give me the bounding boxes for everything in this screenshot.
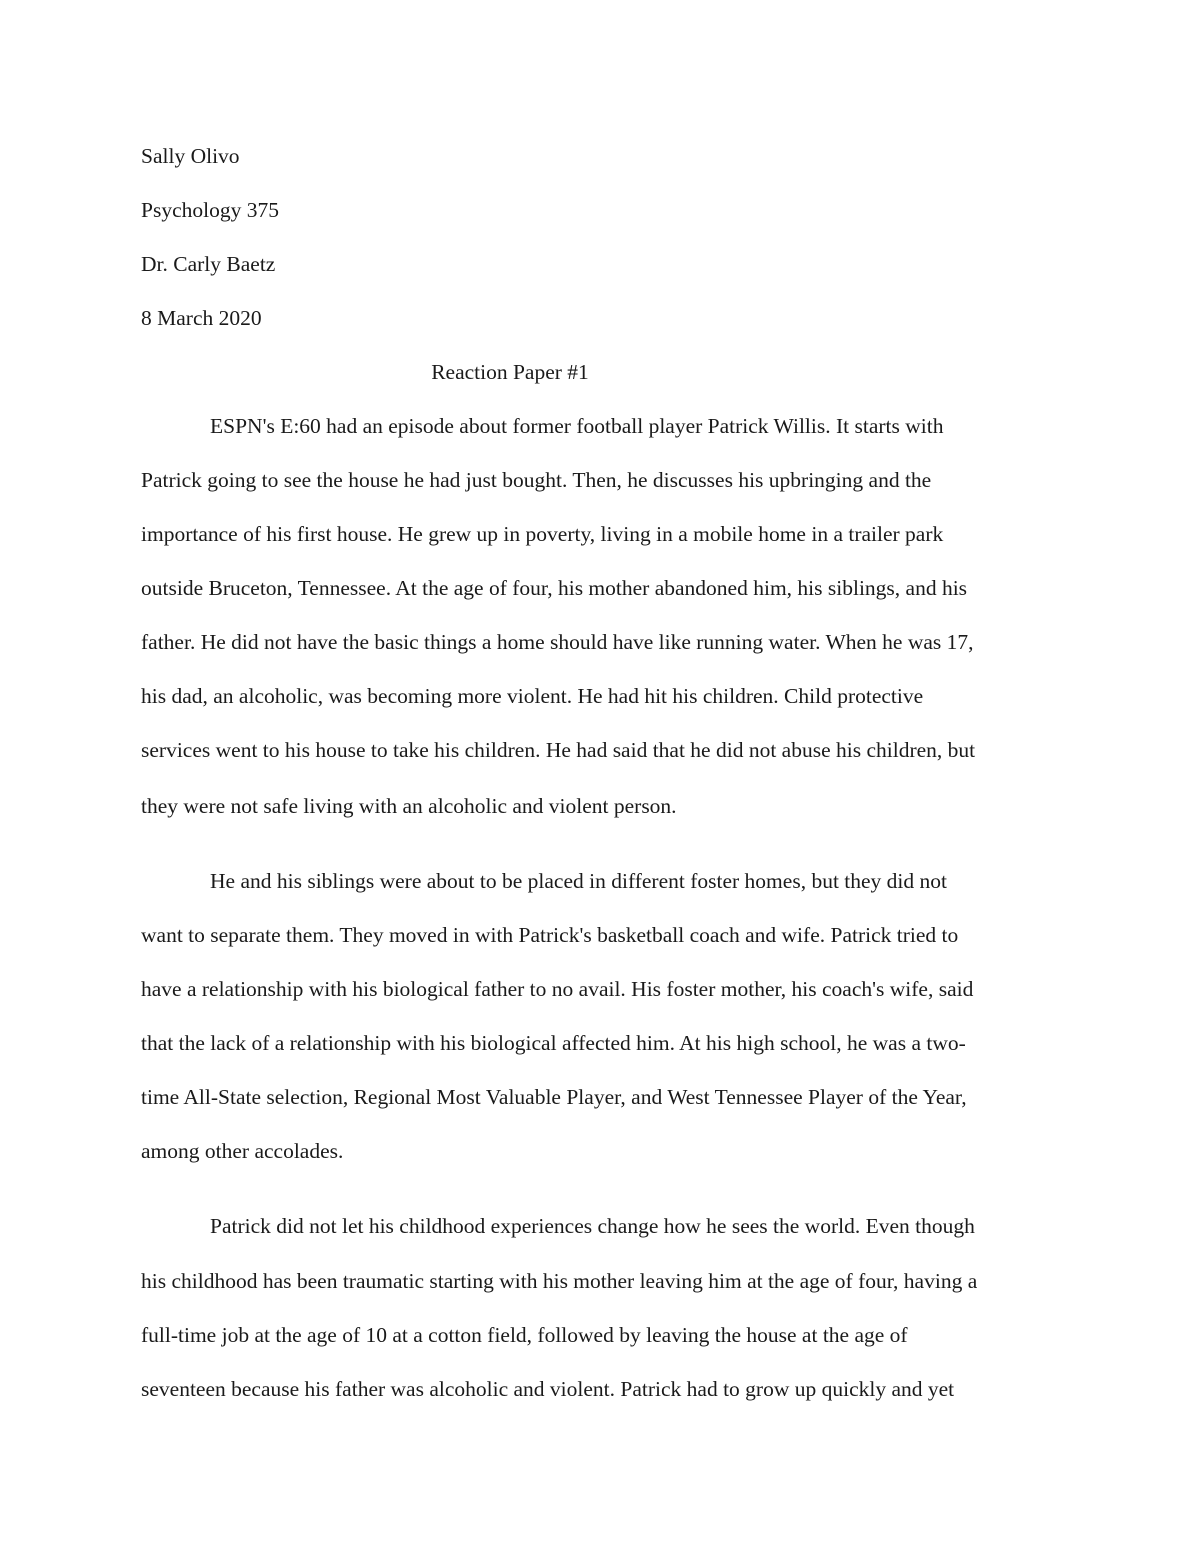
instructor-name: Dr. Carly Baetz xyxy=(141,252,276,276)
paragraph-1-line-2: Patrick going to see the house he had just bought. Then, he discusses his upbringing and the xyxy=(141,468,932,492)
paragraph-1-line-1: ESPN's E:60 had an episode about former football player Patrick Willis. It starts with xyxy=(210,414,944,438)
paragraph-2-line-6: among other accolades. xyxy=(141,1139,344,1163)
paper-title: Reaction Paper #1 xyxy=(431,360,589,384)
paragraph-2-line-5: time All-State selection, Regional Most Valuable Player, and West Tennessee Player of the Year, xyxy=(141,1085,967,1109)
paragraph-1-line-8: they were not safe living with an alcoholic and violent person. xyxy=(141,794,677,818)
paragraph-3-line-2: his childhood has been traumatic starting with his mother leaving him at the age of four, having a xyxy=(141,1269,978,1293)
paragraph-1-line-5: father. He did not have the basic things a home should have like running water. When he was 17, xyxy=(141,630,974,654)
paragraph-2-line-1: He and his siblings were about to be placed in different foster homes, but they did not xyxy=(210,869,948,893)
paragraph-3-line-4: seventeen because his father was alcoholic and violent. Patrick had to grow up quickly and yet xyxy=(141,1377,955,1401)
paragraph-2-line-4: that the lack of a relationship with his biological affected him. At his high school, he was a two- xyxy=(141,1031,966,1055)
paragraph-2-line-3: have a relationship with his biological father to no avail. His foster mother, his coach's wife, said xyxy=(141,977,974,1001)
paragraph-1-line-3: importance of his first house. He grew up in poverty, living in a mobile home in a trailer park xyxy=(141,522,944,546)
author-name: Sally Olivo xyxy=(141,144,240,168)
paragraph-2-line-2: want to separate them. They moved in with Patrick's basketball coach and wife. Patrick tried to xyxy=(141,923,959,947)
paper-date: 8 March 2020 xyxy=(141,306,262,330)
paragraph-1-line-4: outside Bruceton, Tennessee. At the age of four, his mother abandoned him, his siblings, and his xyxy=(141,576,968,600)
paragraph-1-line-7: services went to his house to take his children. He had said that he did not abuse his children, but xyxy=(141,738,976,762)
paragraph-3-line-1: Patrick did not let his childhood experiences change how he sees the world. Even though xyxy=(210,1214,975,1238)
paragraph-1-line-6: his dad, an alcoholic, was becoming more violent. He had hit his children. Child protective xyxy=(141,684,924,708)
course-name: Psychology 375 xyxy=(141,198,279,222)
paragraph-3-line-3: full-time job at the age of 10 at a cotton field, followed by leaving the house at the age of xyxy=(141,1323,908,1347)
